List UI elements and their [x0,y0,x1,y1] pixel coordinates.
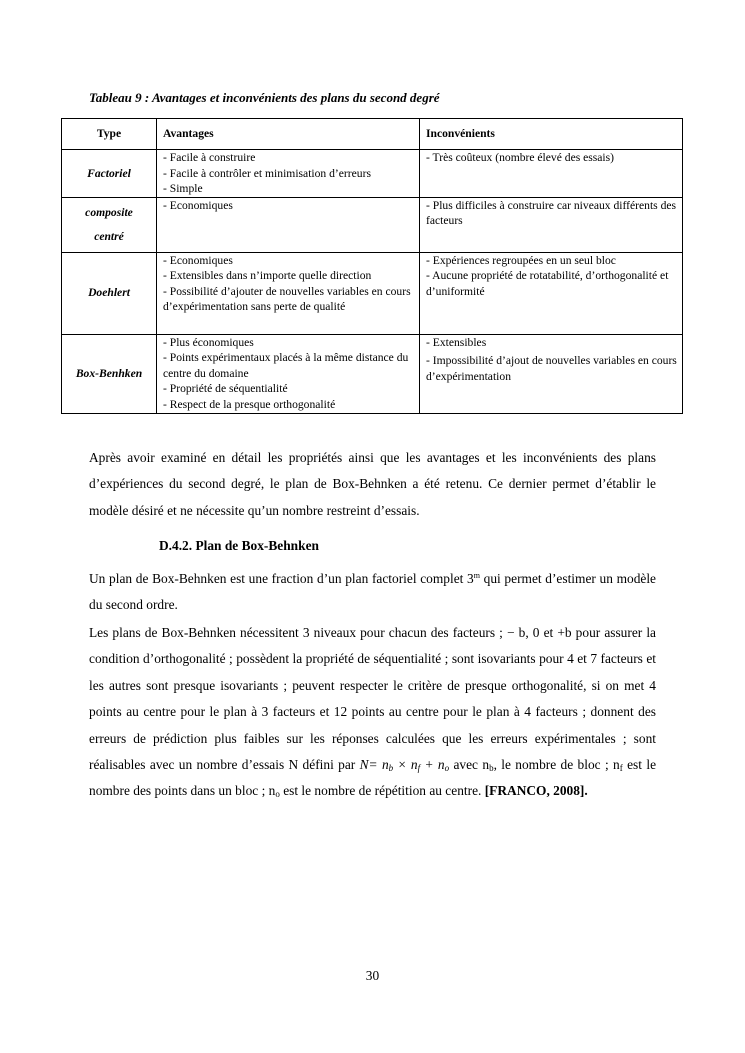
table-row [62,252,683,334]
list-item: - Simple [163,182,203,195]
formula-sub: o [444,763,450,774]
header-avantages: Avantages [157,119,420,150]
text-run: Un plan de Box-Behnken est une fraction d’un plan factoriel complet 3 [89,571,474,586]
type-line: centré [94,229,124,243]
text-run: , le nombre de bloc ; n [493,757,620,773]
reference: [FRANCO, 2008]. [484,783,588,799]
table-row [62,197,683,252]
avantages-cell [157,197,420,252]
list-item: - Facile à construire [163,151,256,164]
table-row [62,334,683,413]
list-item: - Possibilité d’ajouter de nouvelles variables en cours d’expérimentation sans perte de qualité [163,284,414,313]
text-run: Les plans de Box-Behnken nécessitent 3 niveaux pour chacun des facteurs ; − b, 0 et +b pour assurer la condition d’orthogonalité ; possèdent la propriété de séquentialité ; sont isovariants pour 4 et 7 facteurs et les autres sont presque isovariants ; peuvent respecter le critère de presque orthogonalité, si on met 4 points au centre pour le plan à 3 facteurs et 12 points au centre pour le plan à 4 facteurs ; donnent des erreurs de prédiction plus faibles sur les réponses calculées que les erreurs expérimentales ; sont réalisables avec un nombre d’essais N défini par [89,625,656,773]
inconvenients-cell [420,252,683,334]
avantages-cell [157,334,420,413]
avantages-cell [157,252,420,334]
list-item: - Economiques [163,253,233,267]
paragraph-intro: Après avoir examiné en détail les propriétés ainsi que les avantages et les inconvénients des plans d’expériences du second degré, le plan de Box-Behnken a été retenu. Ce dernier permet d’établir le modèle désiré et ne nécessite qu’un nombre restreint d’essais. [89,450,656,518]
superscript: m [473,571,480,580]
formula-sub: f [417,763,421,774]
table-row [62,150,683,198]
type-cell: Box-Benhken [62,334,157,413]
list-item: - Plus difficiles à construire car niveaux différents des facteurs [426,198,679,227]
formula [360,757,450,772]
type-cell: Doehlert [62,252,157,334]
inconvenients-cell [420,197,683,252]
formula-part: + [420,757,438,773]
section-title: D.4.2. Plan de Box-Behnken [159,538,319,553]
header-inconvenients: Inconvénients [420,119,683,150]
list-item: - Points expérimentaux placés à la même distance du centre du domaine [163,351,412,380]
list-item: - Plus économiques [163,335,254,349]
text-run: est le nombre des points dans un bloc ; n [89,757,657,799]
formula-part: n [410,757,418,773]
paragraph-definition [89,566,656,619]
list-item: - Aucune propriété de rotatabilité, d’orthogonalité et d’uniformité [426,269,672,298]
list-item: - Extensibles dans n’importe quelle direction [163,269,372,282]
text-run: qui permet d’estimer un modèle du second ordre. [89,571,656,613]
list-item: - Impossibilité d’ajout de nouvelles variables en cours d’expérimentation [426,354,680,383]
list-item: - Expériences regroupées en un seul bloc [426,253,616,267]
text-run: est le nombre de répétition au centre. [279,783,485,799]
list-item: - Propriété de séquentialité [163,382,288,395]
formula-part: n [381,757,389,773]
subscript: f [619,763,623,774]
list-item: - Economiques [163,198,233,212]
header-type: Type [62,119,157,150]
formula-part: n [437,757,445,773]
table-header-row [62,119,683,150]
subscript: b [489,763,494,774]
formula-part: = [368,757,382,773]
type-cell: Factoriel [62,150,157,198]
list-item: - Très coûteux (nombre élevé des essais) [426,151,615,164]
type-line: composite [85,205,133,219]
list-item: - Extensibles [426,335,487,349]
formula-sub: b [388,763,394,774]
advantages-table [61,118,683,414]
formula-part: × [393,757,411,773]
type-cell [62,197,157,252]
text-run: avec n [449,757,490,773]
list-item: - Respect de la presque orthogonalité [163,397,336,411]
table-caption: Tableau 9 : Avantages et inconvénients des plans du second degré [89,90,440,105]
formula-part: N [359,757,369,773]
list-item: - Facile à contrôler et minimisation d’erreurs [163,166,371,180]
inconvenients-cell [420,334,683,413]
inconvenients-cell [420,150,683,198]
avantages-cell [157,150,420,198]
paragraph-properties [89,620,656,805]
page-number: 30 [365,968,380,983]
subscript: o [275,789,280,800]
